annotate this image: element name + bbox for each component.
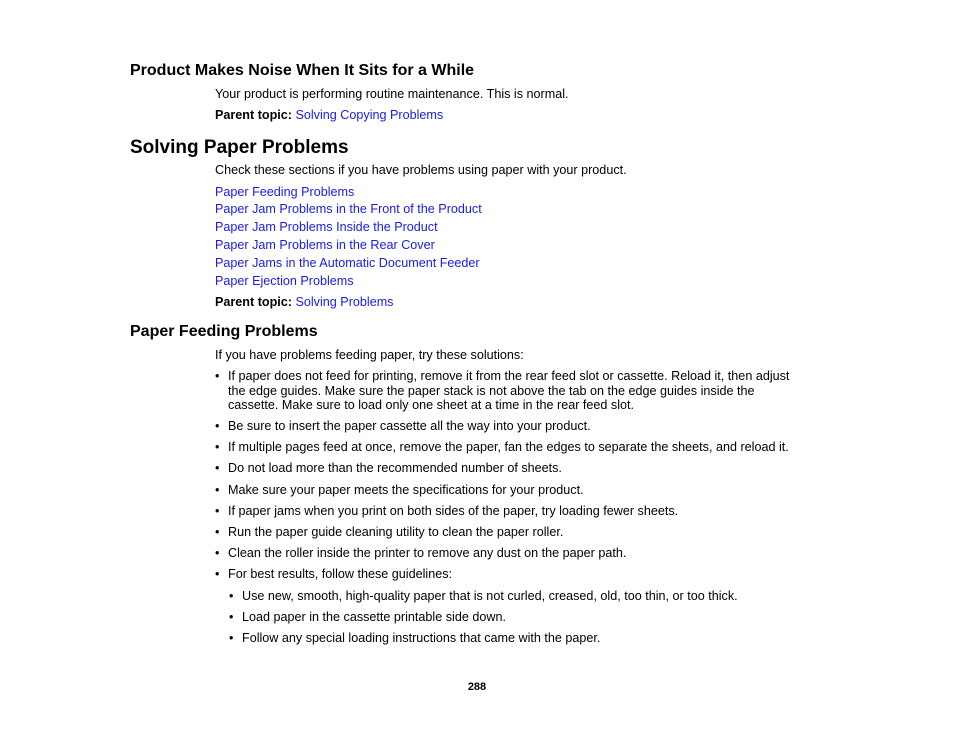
link-paper-feeding-problems[interactable]: Paper Feeding Problems: [215, 185, 355, 199]
bullet-mark: •: [229, 589, 234, 603]
bullet-mark: •: [215, 546, 220, 560]
list-item: [215, 461, 835, 476]
link-paper-jam-rear-cover[interactable]: Paper Jam Problems in the Rear Cover: [215, 238, 435, 252]
parent-topic-link-solving-copying[interactable]: Solving Copying Problems: [295, 108, 444, 122]
section-intro-solving-paper: Check these sections if you have problems using paper with your product.: [215, 163, 627, 177]
list-item-text: cassette. Make sure to load only one sheet at a time in the rear feed slot.: [228, 398, 635, 412]
bullet-mark: •: [215, 440, 220, 454]
sub-list-item-text: Use new, smooth, high-quality paper that is not curled, creased, old, too thin, or too thick.: [242, 589, 738, 603]
sub-list-item: [229, 589, 829, 604]
parent-topic-line-1: [215, 108, 443, 123]
sub-list-item: [229, 631, 829, 646]
section-intro-paper-feeding: If you have problems feeding paper, try these solutions:: [215, 348, 524, 362]
list-item-text: Do not load more than the recommended number of sheets.: [228, 461, 562, 475]
list-item-text: the edge guides. Make sure the paper stack is not above the tab on the edge guides inside the: [228, 383, 755, 398]
list-item: [215, 567, 835, 582]
bullet-mark: •: [229, 631, 234, 645]
section-heading-solving-paper: Solving Paper Problems: [130, 137, 349, 158]
list-item-text: If multiple pages feed at once, remove the paper, fan the edges to separate the sheets, and reload it.: [228, 440, 789, 454]
bullet-mark: •: [215, 369, 220, 383]
list-item: [215, 440, 835, 455]
list-item: [215, 419, 835, 434]
page-number: 288: [467, 681, 487, 693]
list-item-text: Make sure your paper meets the specifications for your product.: [228, 483, 584, 497]
bullet-mark: •: [215, 461, 220, 475]
link-paper-jam-adf[interactable]: Paper Jams in the Automatic Document Feeder: [215, 256, 480, 270]
bullet-mark: •: [215, 483, 220, 497]
link-paper-jam-front[interactable]: Paper Jam Problems in the Front of the Product: [215, 202, 482, 216]
parent-topic-link-solving-problems[interactable]: Solving Problems: [295, 295, 394, 309]
list-item: [215, 369, 835, 414]
parent-topic-label: Parent topic:: [215, 108, 292, 122]
list-item-text: If paper does not feed for printing, remove it from the rear feed slot or cassette. Reload it, then adjust: [228, 369, 790, 383]
list-item-text: Clean the roller inside the printer to remove any dust on the paper path.: [228, 546, 627, 560]
parent-topic-line-2: [215, 295, 393, 310]
list-item-text: For best results, follow these guidelines:: [228, 567, 453, 581]
link-paper-ejection-problems[interactable]: Paper Ejection Problems: [215, 274, 354, 288]
link-paper-jam-inside[interactable]: Paper Jam Problems Inside the Product: [215, 220, 438, 234]
bullet-mark: •: [229, 610, 234, 624]
bullet-mark: •: [215, 419, 220, 433]
list-item: [215, 525, 835, 540]
section-heading-noise: Product Makes Noise When It Sits for a While: [130, 62, 475, 79]
list-item-text: Be sure to insert the paper cassette all the way into your product.: [228, 419, 591, 433]
sub-list-item-text: Follow any special loading instructions that came with the paper.: [242, 631, 601, 645]
sub-list-item-text: Load paper in the cassette printable side down.: [242, 610, 506, 624]
bullet-mark: •: [215, 567, 220, 581]
list-item-text: If paper jams when you print on both sides of the paper, try loading fewer sheets.: [228, 504, 679, 518]
bullet-mark: •: [215, 504, 220, 518]
bullet-mark: •: [215, 525, 220, 539]
section-body-noise: Your product is performing routine maintenance. This is normal.: [215, 87, 569, 101]
sub-list-item: [229, 610, 829, 625]
list-item: [215, 483, 835, 498]
parent-topic-label: Parent topic:: [215, 295, 292, 309]
list-item: [215, 504, 835, 519]
section-heading-paper-feeding: Paper Feeding Problems: [130, 323, 318, 340]
list-item-text: Run the paper guide cleaning utility to clean the paper roller.: [228, 525, 564, 539]
list-item: [215, 546, 835, 561]
